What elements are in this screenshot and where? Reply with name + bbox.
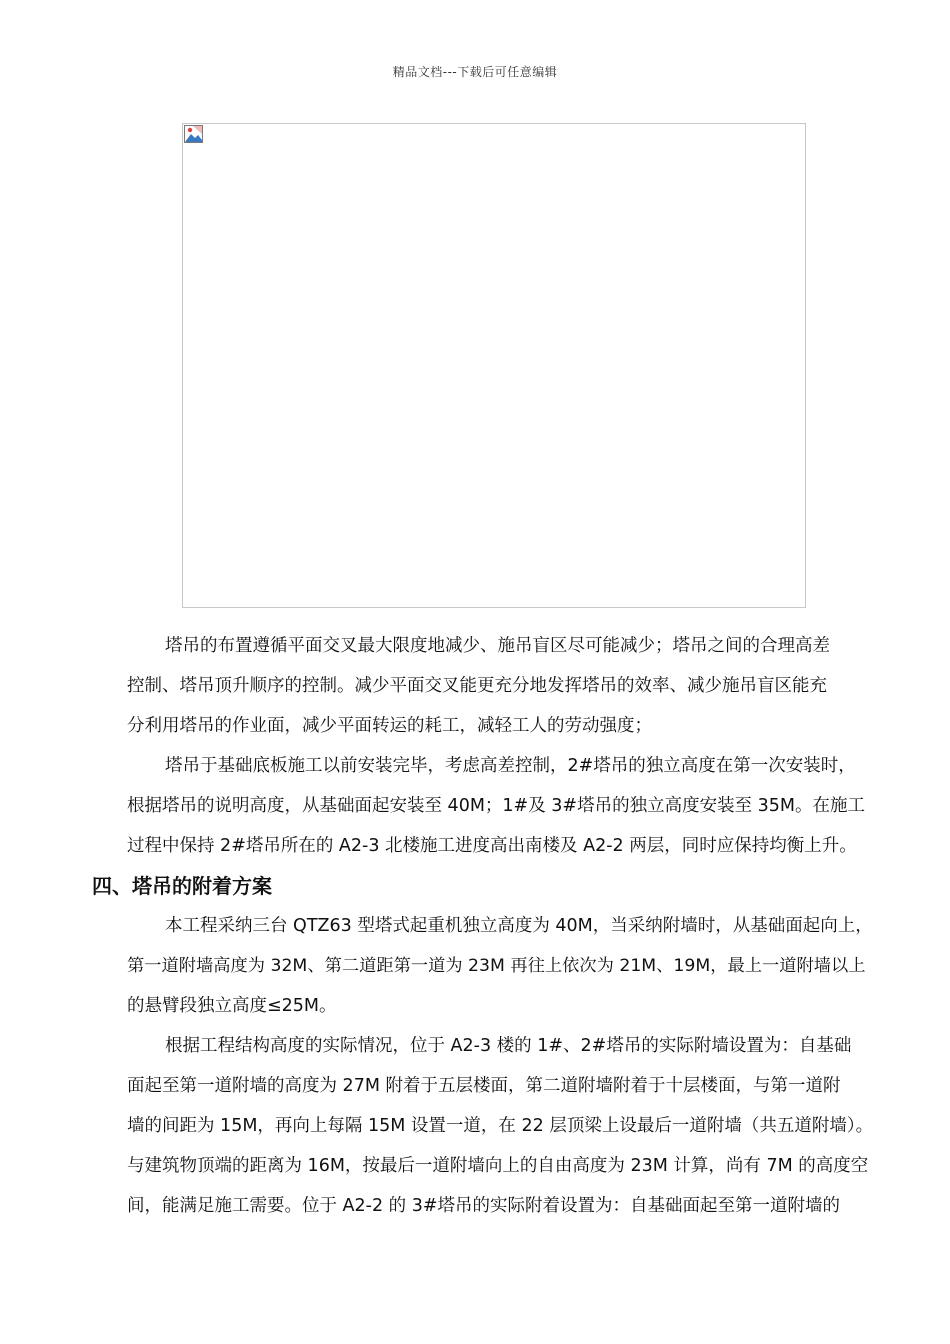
figure-placeholder <box>182 123 806 608</box>
text-line: 本工程采纳三台 QTZ63 型塔式起重机独立高度为 40M，当采纳附墙时，从基础面起向上， <box>165 916 873 936</box>
text-line: 分利用塔吊的作业面，减少平面转运的耗工，减轻工人的劳动强度； <box>127 716 652 736</box>
text-line: 塔吊于基础底板施工以前安装完毕，考虑高差控制，2#塔吊的独立高度在第一次安装时， <box>165 756 856 776</box>
text-line: 控制、塔吊顶升顺序的控制。减少平面交叉能更充分地发挥塔吊的效率、减少施吊盲区能充 <box>127 676 827 696</box>
paragraph-attachment-spec <box>92 906 874 1026</box>
text-line: 过程中保持 2#塔吊所在的 A2-3 北楼施工进度高出南楼及 A2-2 两层，同时应保持均衡上升。 <box>127 836 857 856</box>
paragraph-height-control <box>92 746 874 866</box>
page-header: 精品文档---下载后可任意编辑 <box>392 65 558 79</box>
text-line: 与建筑物顶端的距离为 16M，按最后一道附墙向上的自由高度为 23M 计算，尚有 7M 的高度空 <box>127 1156 869 1176</box>
section-heading: 四、塔吊的附着方案 <box>92 874 272 898</box>
paragraph-attachment-actual <box>92 1026 874 1226</box>
text-line: 塔吊的布置遵循平面交叉最大限度地减少、施吊盲区尽可能减少；塔吊之间的合理高差 <box>165 636 830 656</box>
text-line: 的悬臂段独立高度≤25M。 <box>127 996 337 1016</box>
text-line: 间，能满足施工需要。位于 A2-2 的 3#塔吊的实际附着设置为：自基础面起至第一道附墙的 <box>127 1196 841 1216</box>
paragraph-layout <box>92 626 874 746</box>
text-line: 面起至第一道附墙的高度为 27M 附着于五层楼面，第二道附墙附着于十层楼面，与第一道附 <box>127 1076 841 1096</box>
text-line: 根据工程结构高度的实际情况，位于 A2-3 楼的 1#、2#塔吊的实际附墙设置为：自基础 <box>165 1036 852 1056</box>
document-body <box>92 626 874 1226</box>
text-line: 第一道附墙高度为 32M、第二道距第一道为 23M 再往上依次为 21M、19M，最上一道附墙以上 <box>127 956 866 976</box>
text-line: 根据塔吊的说明高度，从基础面起安装至 40M；1#及 3#塔吊的独立高度安装至 35M。在施工 <box>127 796 866 816</box>
broken-image-icon <box>184 125 203 143</box>
text-line: 墙的间距为 15M，再向上每隔 15M 设置一道，在 22 层顶梁上设最后一道附墙（共五道附墙）。 <box>127 1116 874 1136</box>
